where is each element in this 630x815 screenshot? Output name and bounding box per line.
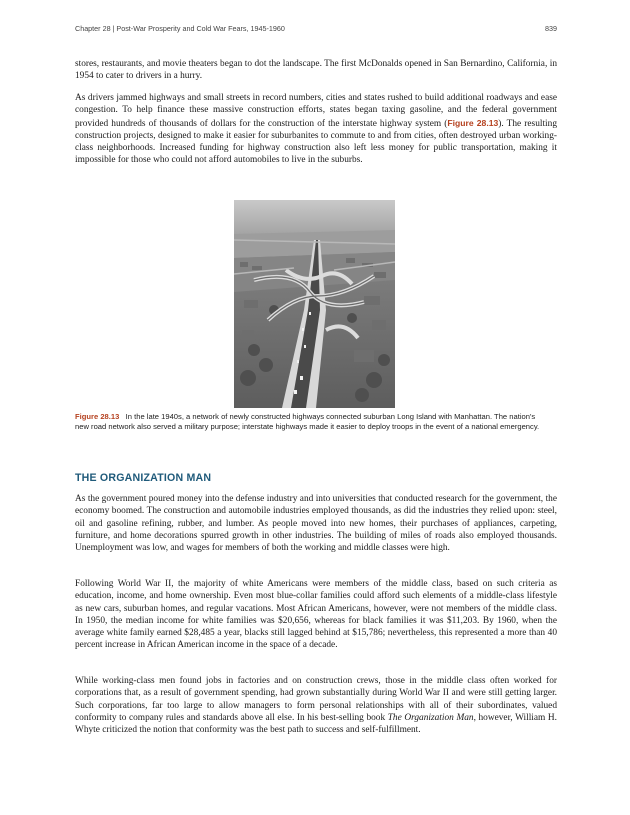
caption-text: In the late 1940s, a network of newly constructed highways connected suburban Long Island with Manhattan. The nation's new road network also served a military purpose; interstate highways made it easier to deploy troops in the event of a national emergency. <box>75 412 540 432</box>
section-heading: THE ORGANIZATION MAN <box>75 472 212 484</box>
paragraph-text: As drivers jammed highways and small streets in record numbers, cities and states rushed to build additional roadways and ease congestion. To help finance these massive construction efforts, states began taxing gasoline, and the federal government provided hundreds of thousands of dollars for the construction of the interstate highway system ( <box>75 93 557 129</box>
chapter-title: Chapter 28 | Post-War Prosperity and Cold War Fears, 1945-1960 <box>75 24 285 33</box>
paragraph-text: ). The resulting construction projects, designed to make it easier for suburbanites to commute to and from cities, often destroyed urban working-class neighborhoods. Increased funding for highway construction also left less money for public transportation, making it impossible for those who could not afford automobiles to live in the suburbs. <box>75 118 557 166</box>
paragraph-text: While working-class men found jobs in factories and on construction crews, those in the middle class often worked for corporations that, as a result of government spending, had grown substantially during World War II and were still getting larger. Such corporations, far too large to allow managers to form personal relationships with all of their subordinates, valued conformity to company rules and standards above all else. In his best-selling book <box>75 676 557 723</box>
figure-reference-link[interactable]: Figure 28.13 <box>447 117 499 128</box>
running-header <box>75 24 557 36</box>
paragraph-mcdonalds: stores, restaurants, and movie theaters began to dot the landscape. The first McDonalds opened in San Bernardino, California, in 1954 to cater to drivers in a hurry. <box>75 59 557 82</box>
figure-label: Figure 28.13 <box>75 412 120 421</box>
highway-aerial-photo <box>234 200 395 408</box>
paragraph-middle-class: Following World War II, the majority of white Americans were members of the middle class, based on such criteria as education, income, and home ownership. Even most blue-collar families could afford such elements of a middle-class lifestyle as new cars, suburban homes, and regular vacations. Most African Americans, however, were not members of the middle class. In 1950, the median income for white families was $20,656, whereas for black families it was $11,203. By 1960, when the average white family earned $28,485 a year, blacks still lagged behind at $15,786; nevertheless, this represented a more than 40 percent increase in African American income in the space of a decade. <box>75 579 557 651</box>
paragraph-text: , however, William H. Whyte criticized the notion that conformity was the best path to success and self-fulfillment. <box>75 712 558 736</box>
paragraph-corporations <box>75 675 557 736</box>
book-title: The Organization Man <box>387 712 474 723</box>
paragraph-economy-boom: As the government poured money into the defense industry and into universities that conducted research for the government, the economy boomed. The construction and automobile industries employed thousands, as did the industries they relied upon: steel, oil and gasoline refining, rubber, and lumber. As people moved into new homes, their purchases of appliances, carpeting, furniture, and home decorations spurred growth in other industries. The building of miles of roads also employed thousands. Unemployment was low, and wages for members of both the working and middle classes were high. <box>75 494 557 554</box>
figure-caption <box>75 412 545 433</box>
paragraph-highways <box>75 92 557 167</box>
page-number: 839 <box>545 24 557 33</box>
